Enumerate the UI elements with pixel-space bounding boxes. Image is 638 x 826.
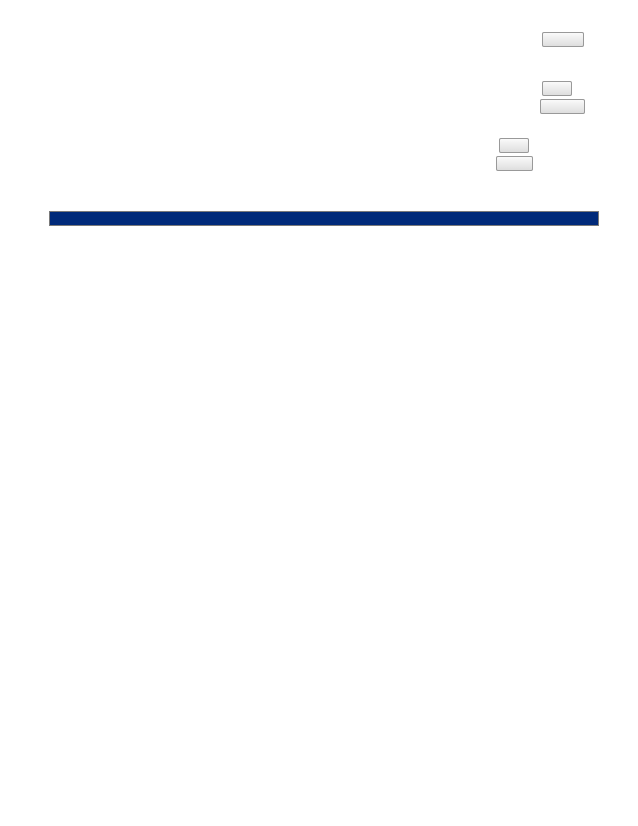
thermometer-scale-1 (193, 486, 251, 770)
thermometer-scale-2 (322, 486, 380, 770)
thermometer-scale-3 (424, 486, 482, 770)
superficie-convert-button[interactable] (540, 99, 585, 114)
caudal-table (49, 211, 599, 226)
velocidad-convert-button[interactable] (496, 156, 533, 171)
convert-button-top[interactable] (542, 32, 584, 47)
velocidad-reset-button[interactable] (499, 138, 529, 153)
nota-block (40, 183, 66, 192)
caudal-table-title (50, 212, 599, 226)
superficie-reset-button[interactable] (542, 81, 572, 96)
